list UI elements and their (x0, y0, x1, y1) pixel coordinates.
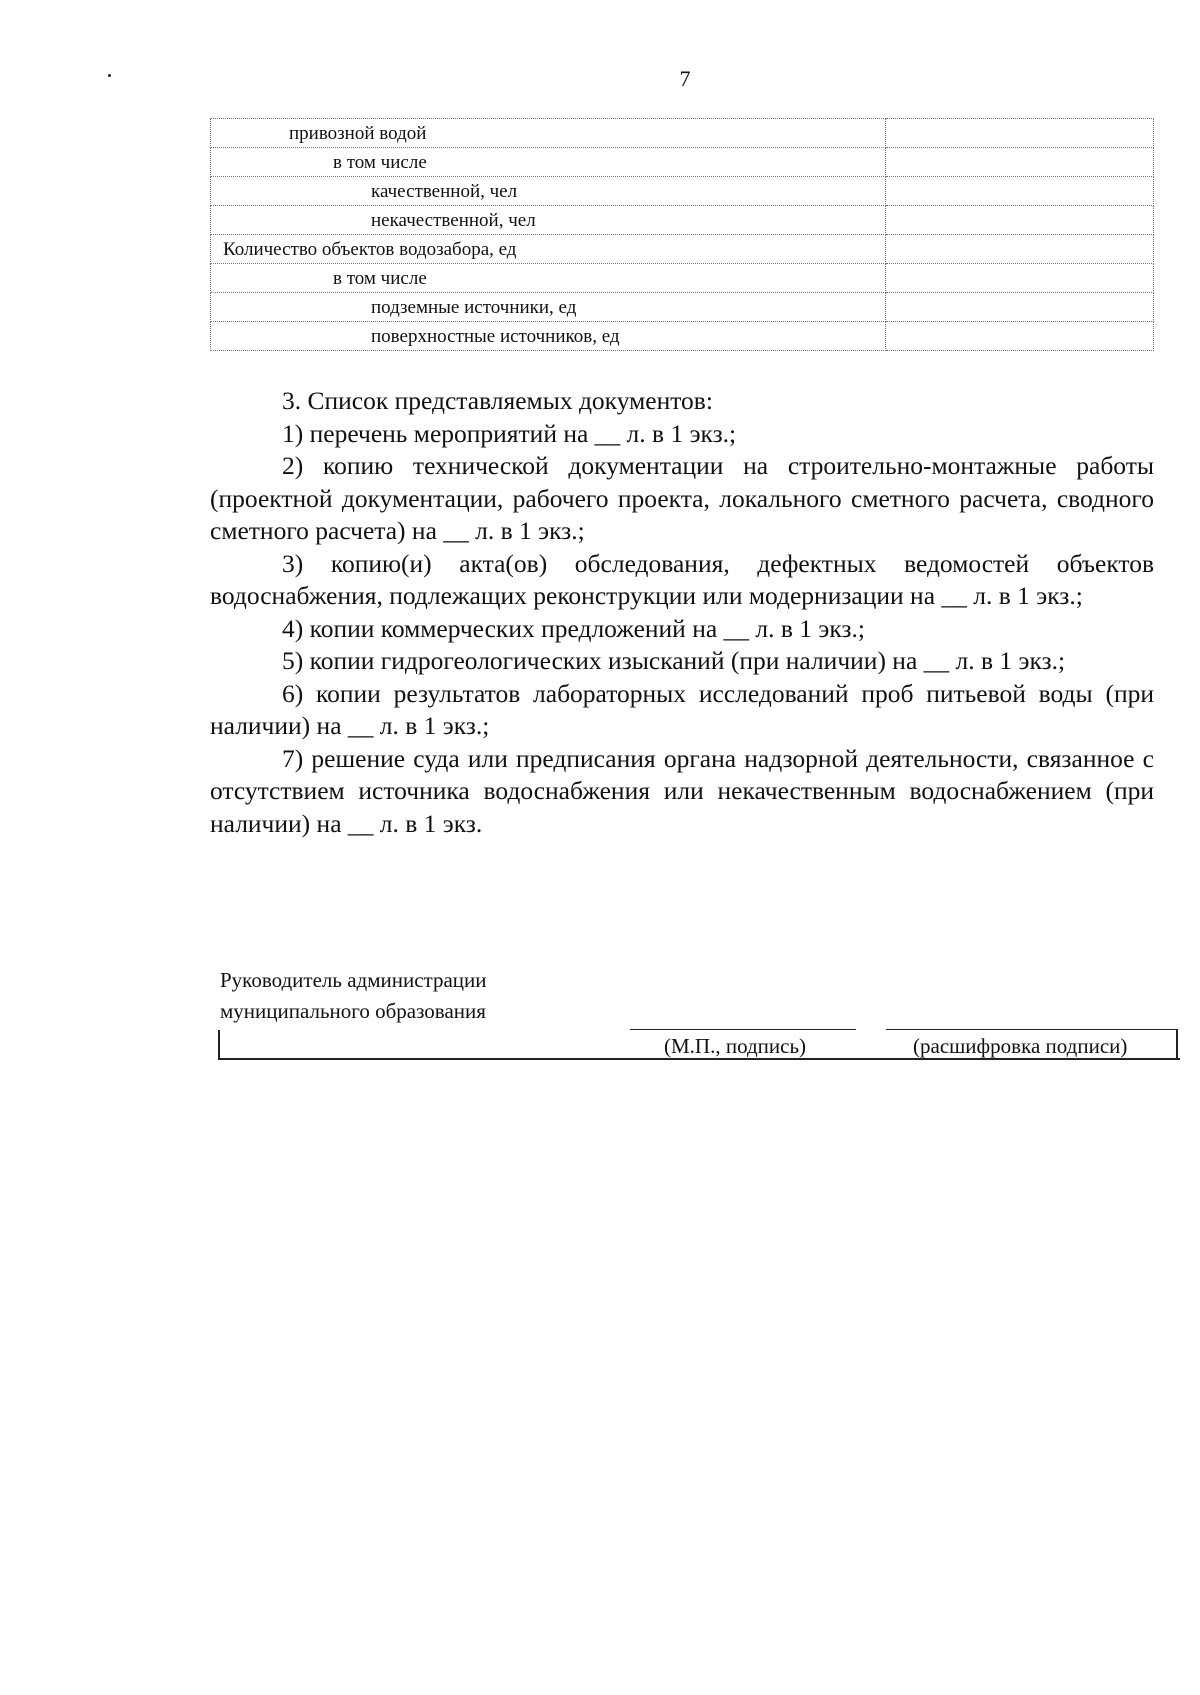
document-item-7: 7) решение суда или предписания органа надзорной деятельности, связанное с отсутствием источника водоснабжения или некачественным водоснабжением (при наличии) на __ л. в 1 экз. (210, 743, 1154, 838)
signatory-title-line-2: муниципального образования (220, 999, 486, 1023)
table-row-value[interactable] (886, 293, 1154, 322)
table-row (211, 322, 1154, 351)
table-row-label: привозной водой (211, 119, 886, 148)
signatory-title (220, 965, 487, 1027)
document-item-1: 1) перечень мероприятий на __ л. в 1 экз.; (282, 418, 737, 448)
signatory-title-line-1: Руководитель администрации (220, 968, 487, 992)
table-row (211, 148, 1154, 177)
table-row-label: Количество объектов водозабора, ед (211, 235, 886, 264)
table-row-value[interactable] (886, 235, 1154, 264)
document-item-4: 4) копии коммерческих предложений на __ л. в 1 экз.; (282, 613, 865, 643)
document-item-3: 3) копию(и) акта(ов) обследования, дефектных ведомостей объектов водоснабжения, подлежащих реконструкции или модернизации на __ л. в 1 экз.; (210, 548, 1154, 610)
documents-section (210, 385, 1154, 840)
table-row (211, 235, 1154, 264)
documents-heading: 3. Список представляемых документов: (282, 386, 713, 415)
table-row-label: подземные источники, ед (211, 293, 886, 322)
table-row-value[interactable] (886, 119, 1154, 148)
table-row-label: в том числе (211, 148, 886, 177)
table-row-label: качественной, чел (211, 177, 886, 206)
stamp-signature-caption: (М.П., подпись) (664, 1034, 807, 1058)
document-item-5: 5) копии гидрогеологических изысканий (при наличии) на __ л. в 1 экз.; (282, 646, 1066, 675)
table-row (211, 206, 1154, 235)
table-row-value[interactable] (886, 148, 1154, 177)
table-row-value[interactable] (886, 206, 1154, 235)
table-row (211, 293, 1154, 322)
document-item-2: 2) копию технической документации на строительно-монтажные работы (проектной документации, рабочего проекта, локального сметного расчета, сводного сметного расчета) на __ л. в 1 экз.; (210, 451, 1154, 545)
page-number: 7 (679, 66, 691, 91)
signature-decode-caption: (расшифровка подписи) (913, 1034, 1128, 1058)
table-row-value[interactable] (886, 322, 1154, 351)
table-row (211, 264, 1154, 293)
signature-line (630, 1029, 856, 1030)
document-item-6: 6) копии результатов лабораторных исследований проб питьевой воды (при наличии) на __ л. в 1 экз.; (210, 678, 1154, 740)
signature-decode-line (886, 1029, 1178, 1030)
table-row-value[interactable] (886, 177, 1154, 206)
table-row-label: некачественной, чел (211, 206, 886, 235)
table-row-value[interactable] (886, 264, 1154, 293)
indicator-table (210, 118, 1154, 351)
table-row-label: поверхностные источников, ед (211, 322, 886, 351)
table-row (211, 177, 1154, 206)
table-row-label: в том числе (211, 264, 886, 293)
table-row (211, 119, 1154, 148)
signature-frame-right (1176, 1029, 1178, 1060)
